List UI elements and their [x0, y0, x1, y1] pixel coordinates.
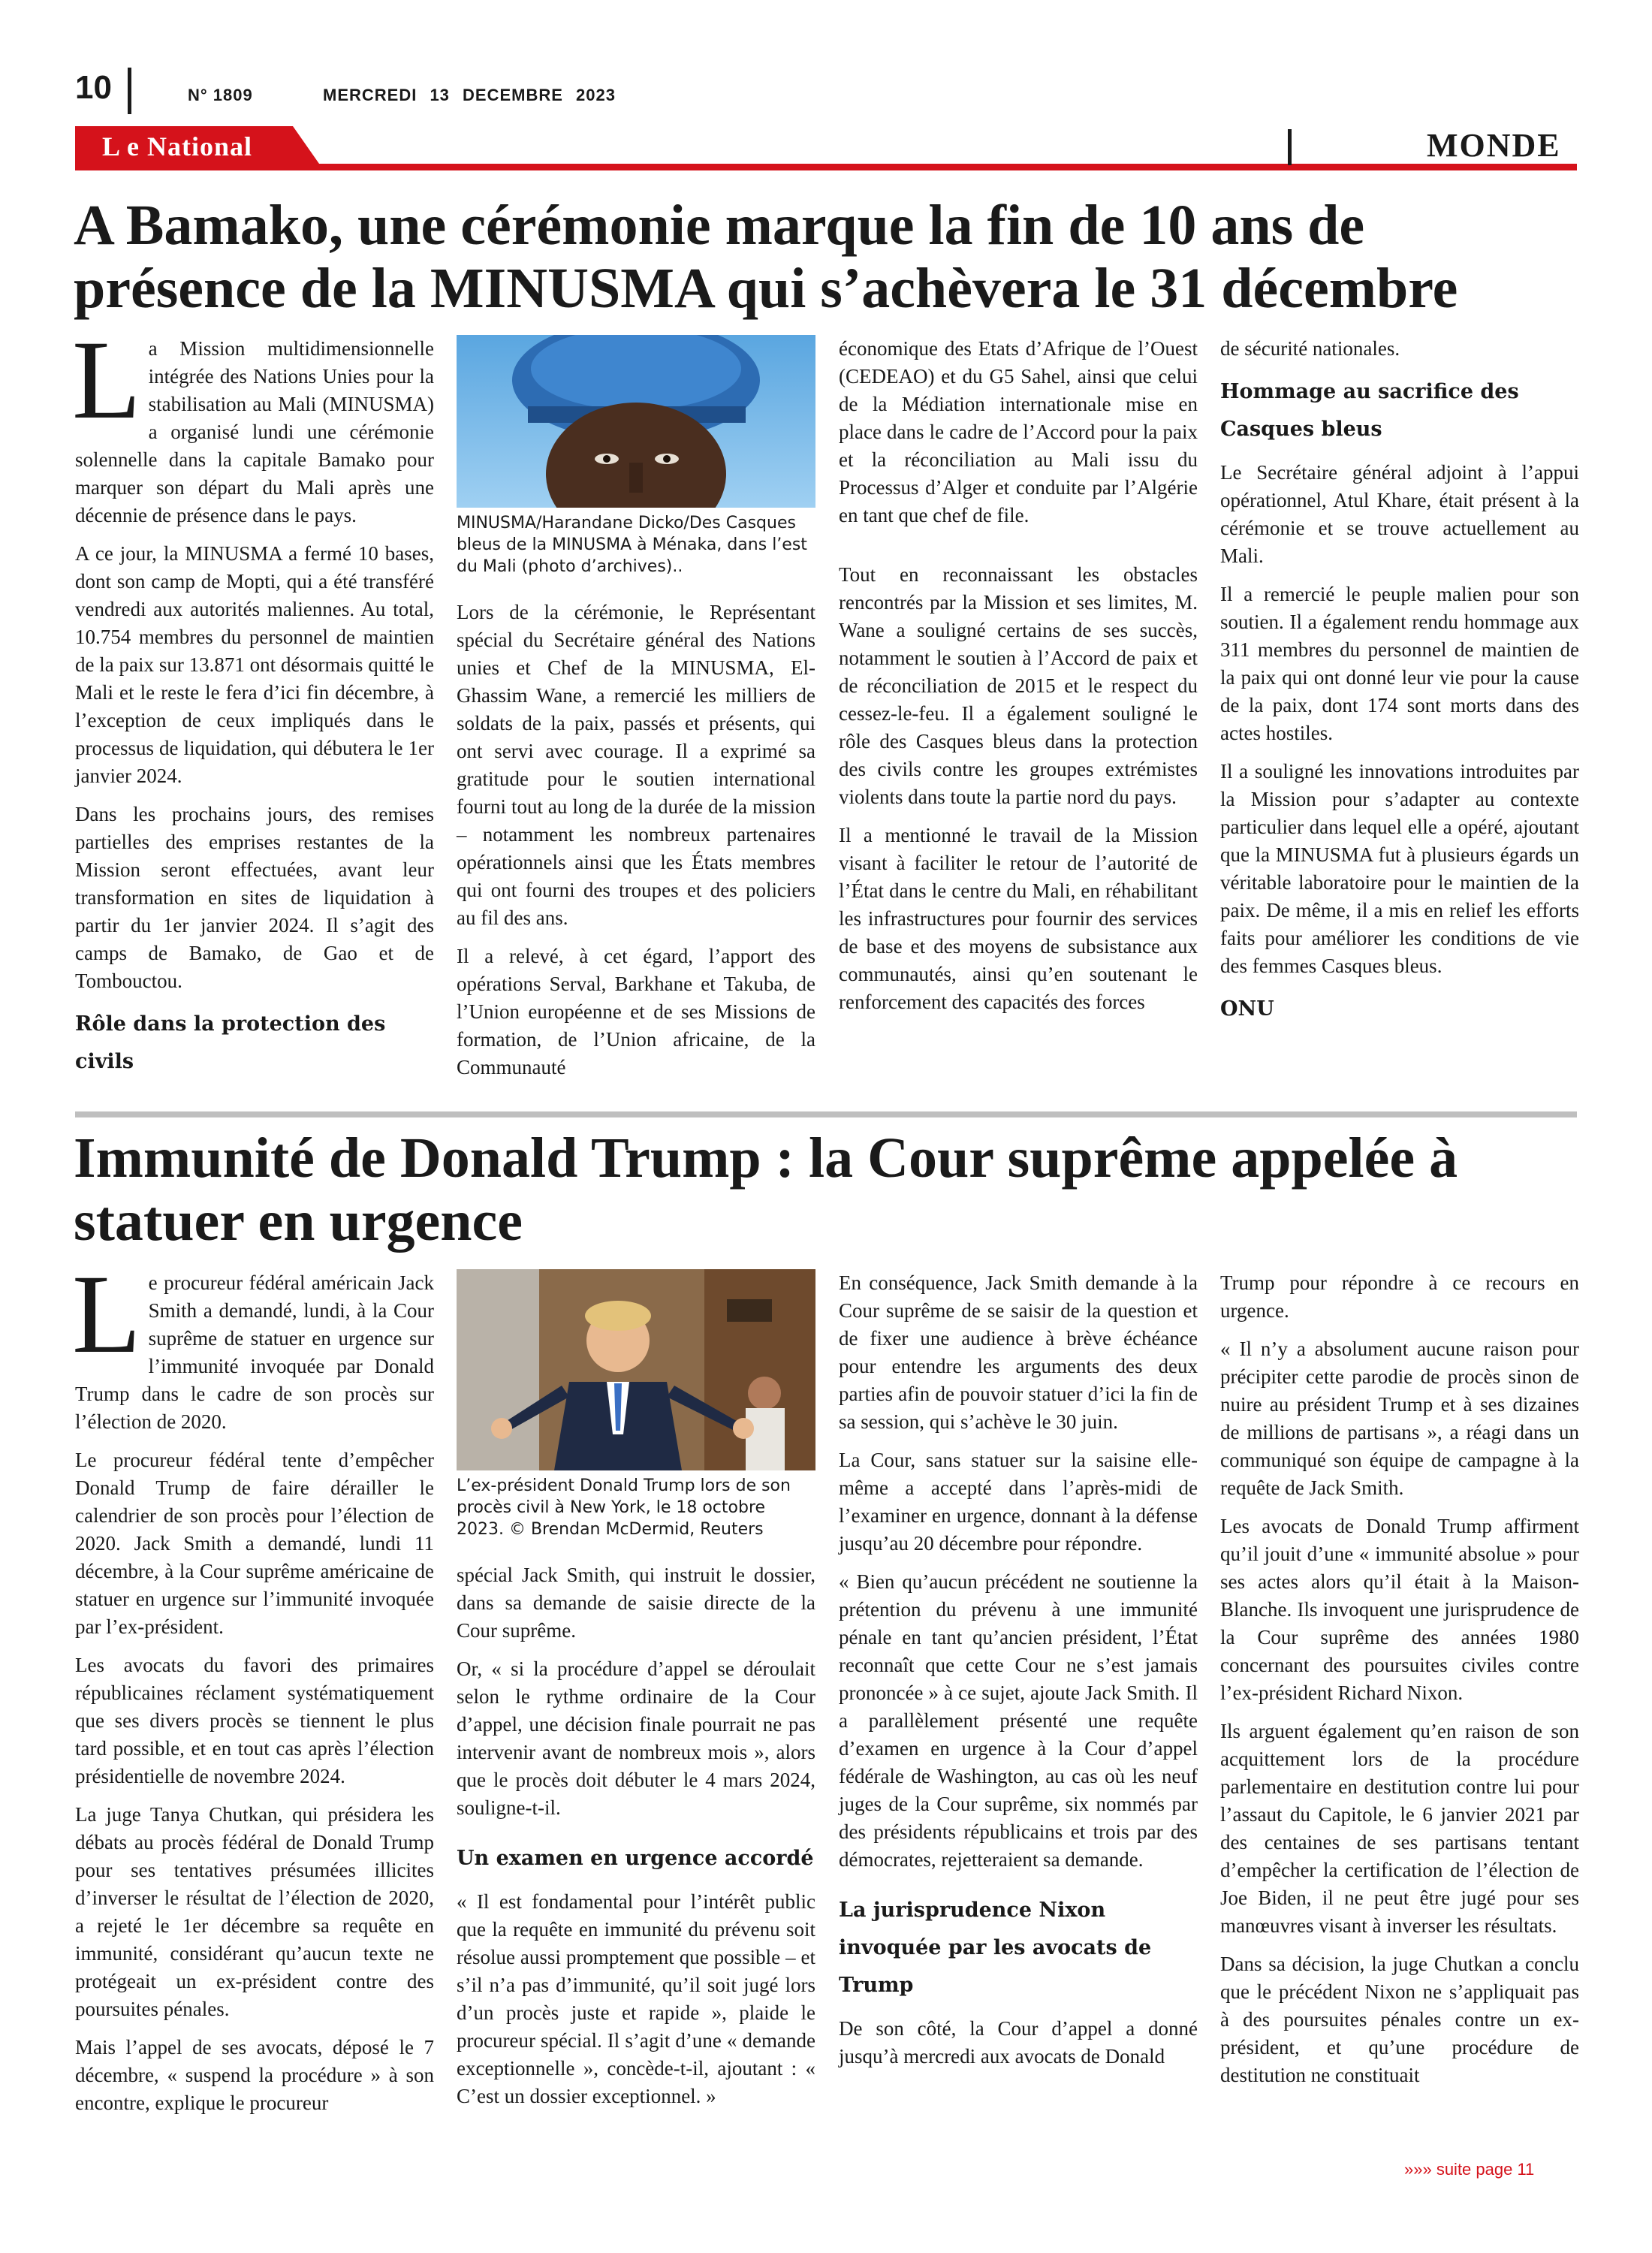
article2-lead: e procureur fédéral américain Jack Smith a demandé, lundi, à la Cour suprême de statuer en urgence sur l’immunité invoquée par Donald Trump dans le cadre de son procès sur l’élection de 2020.	[75, 1271, 434, 1433]
article1-paragraph: Il a mentionné le travail de la Mission visant à faciliter le retour de l’autorité de l’État dans le centre du Mali, en réhabilitant les infrastructures pour fournir des services de base et des moyens de subsistance aux communautés, ainsi qu’en soutenant le renforcement des capacités des forces	[839, 824, 1198, 1013]
article2-subhead: La jurisprudence Nixon invoquée par les avocats de Trump	[839, 1899, 1152, 1997]
article2-paragraph: Or, « si la procédure d’appel se déroulait selon le rythme ordinaire de la Cour d’appel, une décision finale pourrait ne pas intervenir avant de nombreux mois », alors que le procès doit débuter le 4 mars 2024, souligne-t-il.	[457, 1657, 815, 1819]
article2-paragraph: « Il est fondamental pour l’intérêt public que la requête en immunité du prévenu soit résolue aussi promptement que possible – et s’il n’a pas d’immunité, qu’il soit jugé lors d’un procès juste et rapide », plaide le procureur spécial. Il s’agit d’une « demande exceptionnelle », concède-t-il, ajoutant : « C’est un dossier exceptionnel. »	[457, 1890, 815, 2107]
article2-dropcap: L	[72, 1252, 141, 1377]
article2-paragraph: Trump pour répondre à ce recours en urgence.	[1220, 1271, 1579, 1322]
peacekeeper-photo	[457, 335, 815, 508]
article1-signature: ONU	[1220, 997, 1274, 1021]
article1-paragraph: Le Secrétaire général adjoint à l’appui opérationnel, Atul Khare, était présent à la cérémonie et se trouve actuellement au Mali.	[1220, 461, 1579, 567]
article2-paragraph: La Cour, sans statuer sur la saisine elle-même a accepté dans l’après-midi de l’examiner en urgence, donnant à la défense jusqu’au 20 décembre pour répondre.	[839, 1449, 1198, 1555]
article1-paragraph: économique des Etats d’Afrique de l’Ouest (CEDEAO) et du G5 Sahel, ainsi que celui de la Médiation internationale mise en place dans le cadre de l’Accord pour la paix et la réconciliation au Mali issu du Processus d’Alger et conduite par l’Algérie en tant que chef de file.	[839, 337, 1198, 526]
article2-paragraph: Le procureur fédéral tente d’empêcher Donald Trump de faire dérailler le calendrier de son procès pour l’élection de 2020. Jack Smith a demandé, lundi 11 décembre, à la Cour suprême américaine de statuer en urgence sur l’immunité invoquée par l’ex-président.	[75, 1449, 434, 1638]
header-band	[75, 126, 1577, 171]
article1-paragraph: Il a souligné les innovations introduites par la Mission pour s’adapter au contexte particulier dans lequel elle a opéré, ajoutant que la MINUSMA fut à plusieurs égards un véritable laboratoire pour le maintien de la paix. De même, il a mis en relief les efforts faits pour améliorer les conditions de vie des femmes Casques bleus.	[1220, 760, 1579, 977]
article1-subhead: Rôle dans la protection des civils	[75, 1012, 386, 1073]
header-red-rule	[75, 164, 1577, 170]
article2-column-4	[1220, 1269, 1579, 2100]
newspaper-logo: L e National	[102, 131, 253, 161]
article2-paragraph: « Bien qu’aucun précédent ne soutienne la prétention du prévenu à une immunité pénale en tant qu’ancien président, l’État reconnaît que cette Cour ne s’est jamais prononcée » à ce sujet, ajoute Jack Smith. Il a parallèlement présenté une requête d’examen en urgence à la Cour d’appel fédérale de Washington, au cas où les neuf juges de la Cour suprême, six nommés par des présidents républicains et trois par des démocrates, rejetteraient sa demande.	[839, 1570, 1198, 1871]
article2-paragraph: « Il n’y a absolument aucune raison pour précipiter cette parodie de procès sinon de nuire au président Trump et à ses dizaines de millions de partisans », a réagi dans un communiqué son équipe de campagne à la requête de Jack Smith.	[1220, 1338, 1579, 1499]
article1-paragraph: Tout en reconnaissant les obstacles rencontrés par la Mission et ses limites, M. Wane a souligné certains de ses succès, notamment le soutien à l’Accord de paix et de réconciliation de 2015 et le respect du cessez-le-feu. Il a également souligné le rôle des Casques bleus dans la protection des civils contre les groupes extrémistes violents dans toute la partie nord du pays.	[839, 563, 1198, 808]
section-separator	[1288, 129, 1292, 165]
photo-caption: MINUSMA/Harandane Dicko/Des Casques bleus de la MINUSMA à Ménaka, dans l’est du Mali (photo d’archives)..	[457, 514, 807, 576]
article2-paragraph: Mais l’appel de ses avocats, déposé le 7 décembre, « suspend la procédure » à son encontre, explique le procureur	[75, 2036, 434, 2114]
issue-date: MERCREDI 13 DECEMBRE 2023	[323, 86, 616, 104]
article-divider	[75, 1111, 1577, 1117]
article1-column-2	[457, 335, 815, 1092]
article1-paragraph: Il a relevé, à cet égard, l’apport des opérations Serval, Barkhane et Takuba, de l’Union européenne et de ses Missions de formation, de l’Union africaine, de la Communauté	[457, 945, 815, 1078]
article2-paragraph: Les avocats de Donald Trump affirment qu’il jouit d’une « immunité absolue » pour ses actes alors qu’il était à la Maison-Blanche. Ils invoquent une jurisprudence de la Cour suprême des années 1980 concernant des poursuites civiles contre l’ex-président Richard Nixon.	[1220, 1515, 1579, 1704]
article2-paragraph: En conséquence, Jack Smith demande à la Cour suprême de se saisir de la question et de fixer une audience à brève échéance pour entendre les arguments des deux parties afin de pouvoir statuer d’ici la fin de sa session, qui s’achève le 30 juin.	[839, 1271, 1198, 1433]
issue-number: N° 1809	[188, 86, 253, 104]
article2-paragraph: La juge Tanya Chutkan, qui présidera les débats au procès fédéral de Donald Trump pour ses tentatives présumées illicites d’inverser le résultat de l’élection de 2020, a rejeté le 1er décembre sa requête en immunité, considérant qu’aucun texte ne protégeait un ex-président contre des poursuites pénales.	[75, 1803, 434, 2020]
continued-link[interactable]: »»» suite page 11	[1404, 2160, 1535, 2179]
page-number: 10	[75, 69, 112, 106]
article1-headline: A Bamako, une cérémonie marque la fin de 10 ans de présence de la MINUSMA qui s’achèvera le 31 décembre	[74, 194, 1458, 320]
article2-paragraph: Dans sa décision, la juge Chutkan a conclu que le précédent Nixon ne s’appliquait pas à des poursuites pénales contre un ex-président, et qu’une procédure de destitution ne constituait	[1220, 1953, 1579, 2086]
article1-column-4	[1220, 335, 1579, 1039]
article1-paragraph: A ce jour, la MINUSMA a fermé 10 bases, dont son camp de Mopti, qui a été transféré vendredi aux autorités maliennes. Au total, 10.754 membres du personnel de maintien de la paix sur 13.871 ont désormais quitté le Mali et le reste le fera d’ici fin décembre, à l’exception de ceux impliqués dans le processus de liquidation, qui débutera le 1er janvier 2024.	[75, 542, 434, 787]
article2-column-2	[457, 1269, 815, 2121]
article1-paragraph: Dans les prochains jours, des remises partielles des emprises restantes de la Mission seront effectuées, avant leur transformation en sites de liquidation à partir du 1er janvier 2024. Il s’agit des camps de Bamako, de Gao et de Tombouctou.	[75, 803, 434, 992]
article1-paragraph: Il a remercié le peuple malien pour son soutien. Il a également rendu hommage aux 311 membres du personnel de maintien de la paix qui ont donné leur vie pour la cause de la paix, dont 174 sont morts dans des actes hostiles.	[1220, 583, 1579, 744]
article1-column-3	[839, 335, 1198, 1027]
article2-column-1	[72, 1252, 434, 2128]
article1-subhead: Hommage au sacrifice des Casques bleus	[1220, 380, 1519, 441]
article1-paragraph: Lors de la cérémonie, le Représentant spécial du Secrétaire général des Nations unies et Chef de la MINUSMA, El-Ghassim Wane, a remercié les milliers de soldats de la paix, passés et présents, qui ont servi avec courage. Il a exprimé sa gratitude pour le soutien international fourni tout au long de la durée de la mission – notamment les nombreux partenaires opérationnels ainsi que les États membres qui ont fourni des troupes et des policiers au fil des ans.	[457, 601, 815, 929]
photo-caption: L’ex-président Donald Trump lors de son procès civil à New York, le 18 octobre 2023. © Brendan McDermid, Reuters	[457, 1476, 791, 1539]
article1-dropcap: L	[72, 318, 141, 442]
article2-paragraph: De son côté, la Cour d’appel a donné jusqu’à mercredi aux avocats de Donald	[839, 2017, 1198, 2068]
article2-paragraph: spécial Jack Smith, qui instruit le dossier, dans sa demande de saisie directe de la Cour suprême.	[457, 1564, 815, 1642]
article1-paragraph: de sécurité nationales.	[1220, 337, 1400, 360]
article2-paragraph: Ils arguent également qu’en raison de son acquittement lors de la procédure parlementaire en destitution contre lui pour l’assaut du Capitole, le 6 janvier 2021 par des centaines de ses partisans tentant d’empêcher la certification de l’élection de Joe Biden, il ne peut être jugé pour ses manœuvres visant à inverser les résultats.	[1220, 1720, 1579, 1937]
header-separator	[128, 68, 131, 114]
article2-paragraph: Les avocats du favori des primaires républicaines réclament systématiquement que ses divers procès se tiennent le plus tard possible, et en tout cas après l’élection présidentielle de novembre 2024.	[75, 1654, 434, 1787]
article1-column-1	[72, 318, 434, 1091]
trump-photo	[457, 1269, 815, 1470]
article2-headline: Immunité de Donald Trump : la Cour suprême appelée à statuer en urgence	[74, 1126, 1458, 1253]
article2-column-3	[839, 1269, 1198, 2081]
article2-subhead: Un examen en urgence accordé	[457, 1847, 814, 1870]
section-title: MONDE	[1427, 127, 1561, 164]
article1-lead: a Mission multidimensionnelle intégrée des Nations Unies pour la stabilisation au Mali (MINUSMA) a organisé lundi une cérémonie solennelle dans la capitale Bamako pour marquer son départ du Mali après une décennie de présence dans le pays.	[75, 337, 434, 526]
